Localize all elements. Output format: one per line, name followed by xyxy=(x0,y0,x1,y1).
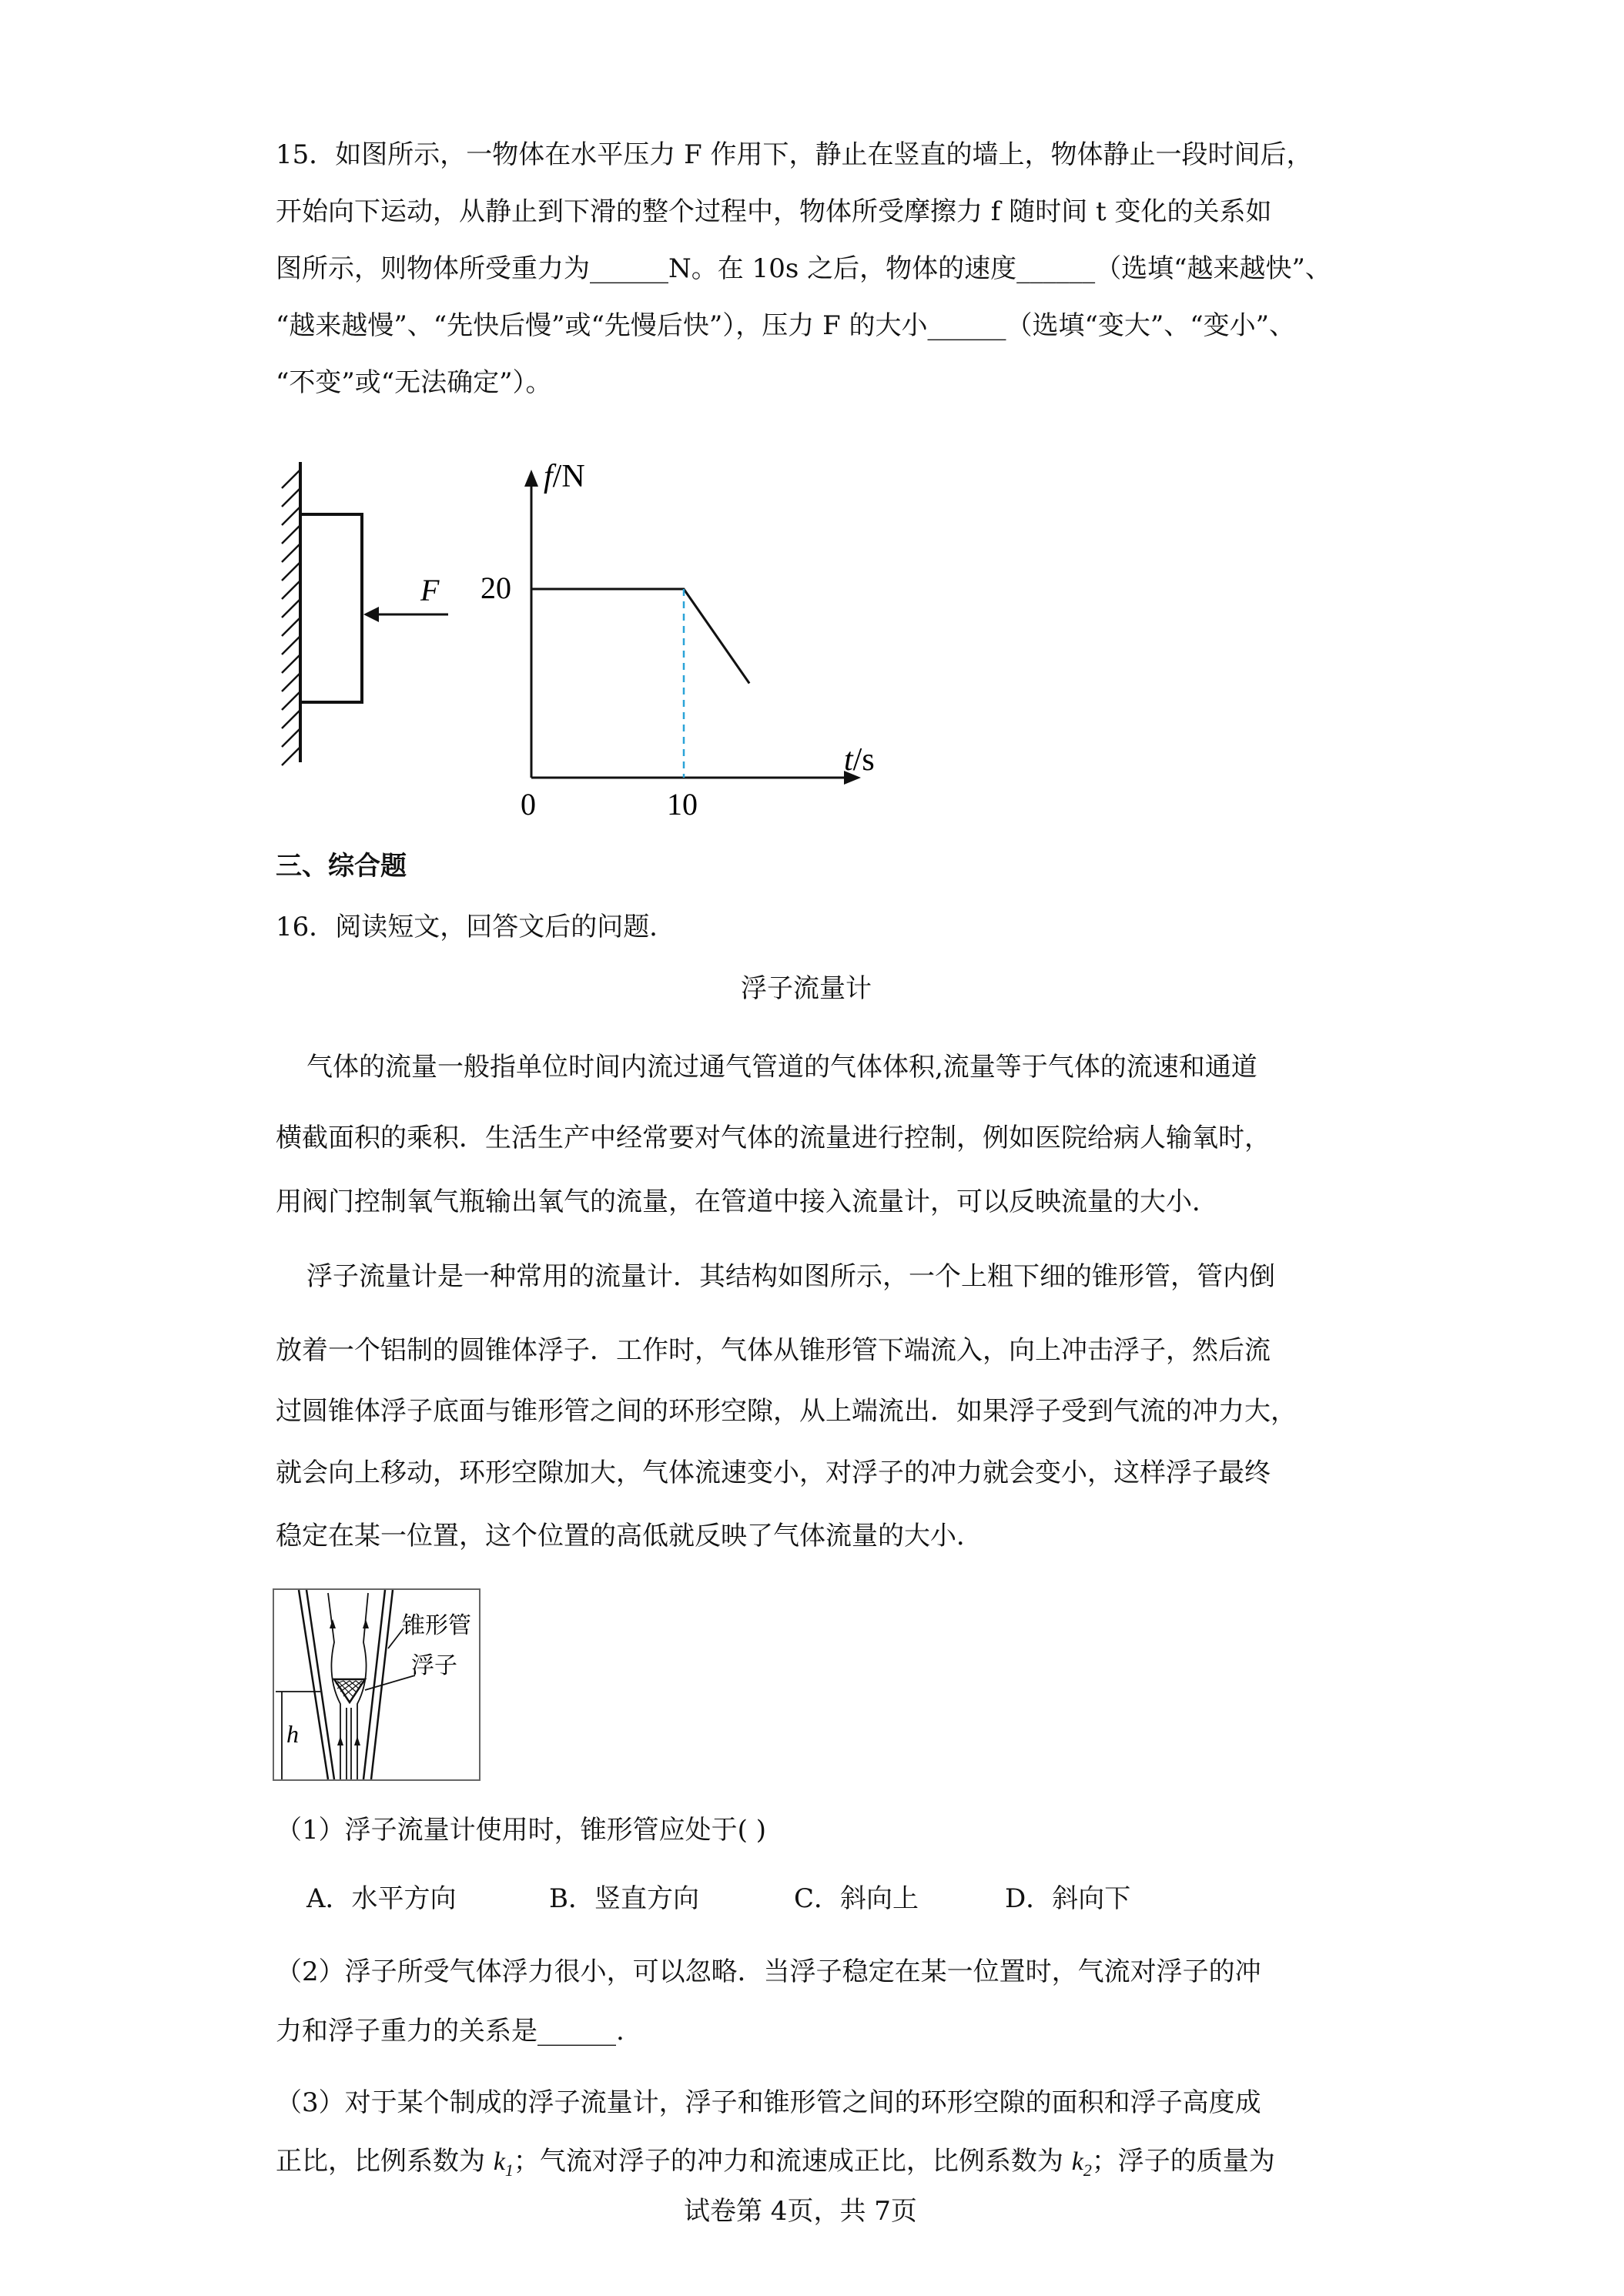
tube-label: 锥形管 xyxy=(402,1613,471,1638)
sub2-line1: （2）浮子所受气体浮力很小，可以忽略．当浮子稳定在某一位置时，气流对浮子的冲 xyxy=(276,1956,1261,1987)
option-b[interactable]: B．竖直方向 xyxy=(549,1883,699,1914)
q16-intro: 16．阅读短文，回答文后的问题． xyxy=(276,912,676,942)
p1-line3: 用阀门控制氧气瓶输出氧气的流量，在管道中接入流量计，可以反映流量的大小． xyxy=(276,1186,1218,1217)
sub3-text-a: 正比，比例系数为 xyxy=(276,2146,494,2177)
p1-line2: 横截面积的乘积．生活生产中经常要对气体的流量进行控制，例如医院给病人输氧时， xyxy=(276,1123,1271,1153)
force-arrowhead xyxy=(363,607,379,622)
friction-series-line xyxy=(531,589,749,684)
wall-block-diagram xyxy=(270,454,470,778)
sub3-text-c: ；浮子的质量为 xyxy=(1091,2146,1275,2177)
x-axis-label: t/s xyxy=(844,742,875,778)
section-heading: 三、综合题 xyxy=(276,851,407,882)
k2-symbol: k xyxy=(1071,2147,1083,2176)
p2-line3: 过圆锥体浮子底面与锥形管之间的环形空隙，从上端流出．如果浮子受到气流的冲力大， xyxy=(276,1396,1297,1427)
y-axis-label: f/N xyxy=(544,459,585,494)
k1-symbol: k xyxy=(493,2147,505,2176)
option-d[interactable]: D．斜向下 xyxy=(1005,1883,1131,1914)
article-title: 浮子流量计 xyxy=(741,973,872,1004)
flowmeter-diagram xyxy=(273,1588,481,1781)
p2-line5: 稳定在某一位置，这个位置的高低就反映了气体流量的大小． xyxy=(276,1521,983,1551)
p2-line4: 就会向上移动，环形空隙加大，气体流速变小，对浮子的冲力就会变小，这样浮子最终 xyxy=(276,1458,1271,1488)
k1-subscript: 1 xyxy=(504,2160,514,2180)
tube-pointer xyxy=(388,1628,403,1648)
x-tick-label: 10 xyxy=(667,787,698,822)
tube-left-wall xyxy=(299,1590,334,1779)
tube-right-wall xyxy=(363,1590,393,1779)
sub3-text-b: ；气流对浮子的冲力和流速成正比，比例系数为 xyxy=(513,2146,1072,2177)
float-label: 浮子 xyxy=(411,1653,457,1678)
force-label: F xyxy=(420,573,440,607)
block xyxy=(300,514,362,702)
q15-line4: “越来越慢”、“先快后慢”或“先慢后快”），压力 F 的大小______（选填“变大”、“变小”、 xyxy=(276,310,1296,341)
wall-hatching xyxy=(282,470,300,765)
origin-label: 0 xyxy=(521,787,536,822)
option-c[interactable]: C．斜向上 xyxy=(794,1883,919,1914)
chart-marks xyxy=(481,571,749,822)
p2-line1: 浮子流量计是一种常用的流量计．其结构如图所示，一个上粗下细的锥形管，管内倒 xyxy=(306,1261,1275,1292)
q15-line2: 开始向下运动，从静止到下滑的整个过程中，物体所受摩擦力 f 随时间 t 变化的关系如 xyxy=(276,196,1272,227)
height-label: h xyxy=(286,1720,299,1748)
sub3-line2 xyxy=(276,2146,1275,2186)
p1-line1: 气体的流量一般指单位时间内流过通气管道的气体体积,流量等于气体的流速和通道 xyxy=(306,1052,1257,1083)
sub3-line1: （3）对于某个制成的浮子流量计，浮子和锥形管之间的环形空隙的面积和浮子高度成 xyxy=(276,2087,1261,2118)
q15-line3: 图所示，则物体所受重力为______N。在 10s 之后，物体的速度______（选填“越来越快”、 xyxy=(276,253,1331,284)
page-footer: 试卷第 4页，共 7页 xyxy=(684,2196,917,2227)
q15-line5: “不变”或“无法确定”）。 xyxy=(276,367,552,398)
option-a[interactable]: A．水平方向 xyxy=(306,1883,457,1914)
friction-time-chart xyxy=(462,447,893,832)
sub2-line2: 力和浮子重力的关系是______. xyxy=(276,2016,624,2047)
p2-line2: 放着一个铝制的圆锥体浮子．工作时，气体从锥形管下端流入，向上冲击浮子，然后流 xyxy=(276,1335,1271,1366)
sub1-question: （1）浮子流量计使用时，锥形管应处于( ) xyxy=(276,1815,766,1846)
float-pointer xyxy=(365,1675,415,1690)
y-tick-label: 20 xyxy=(481,571,511,605)
q15-line1: 15．如图所示，一物体在水平压力 F 作用下，静止在竖直的墙上，物体静止一段时间后， xyxy=(276,139,1313,170)
k2-subscript: 2 xyxy=(1083,2160,1092,2180)
y-axis-arrowhead xyxy=(524,470,538,487)
